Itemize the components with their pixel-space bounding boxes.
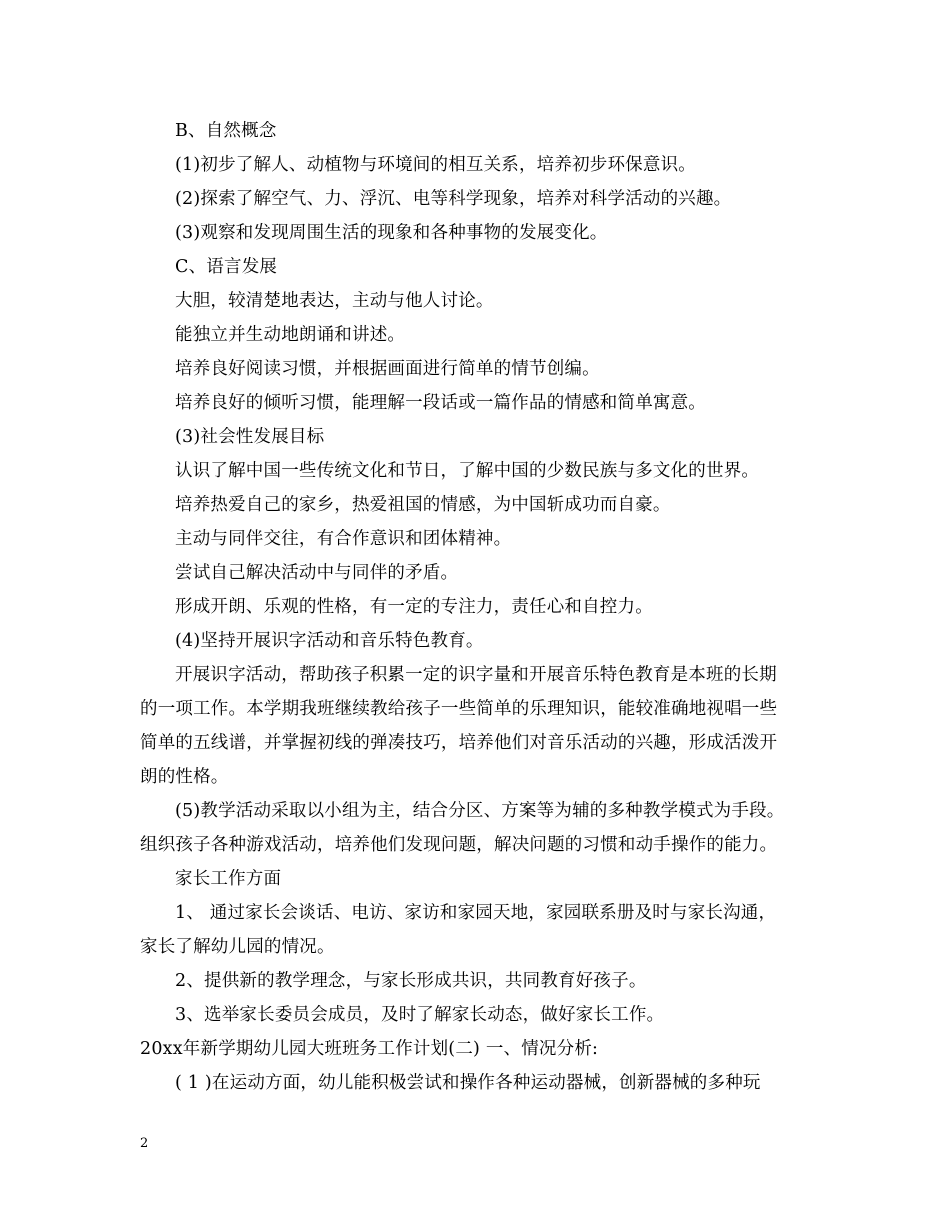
section-heading-parents: 家长工作方面 [175,869,282,889]
paragraph-line: 简单的五线谱，并掌握初线的弹凑技巧，培养他们对音乐活动的兴趣，形成活泼开 [140,733,778,753]
paragraph-line: ( 1 )在运动方面，幼儿能积极尝试和操作各种运动器械，创新器械的多种玩 [175,1073,761,1093]
paragraph-line: 组织孩子各种游戏活动，培养他们发现问题，解决问题的习惯和动手操作的能力。 [140,835,778,855]
paragraph-line: 能独立并生动地朗诵和讲述。 [175,325,406,345]
paragraph-line: 朗的性格。 [140,767,229,787]
paragraph-line: 认识了解中国一些传统文化和节日，了解中国的少数民族与多文化的世界。 [175,461,760,481]
paragraph-line: 家长了解幼儿园的情况。 [140,937,335,957]
paragraph-line: 3、选举家长委员会成员，及时了解家长动态，做好家长工作。 [175,1005,665,1025]
section-heading-literacy: (4)坚持开展识字活动和音乐特色教育。 [175,631,484,651]
paragraph-line: 形成开朗、乐观的性格，有一定的专注力，责任心和自控力。 [175,597,653,617]
paragraph-line: 尝试自己解决活动中与同伴的矛盾。 [175,563,459,583]
section-heading-social: (3)社会性发展目标 [175,427,325,447]
section-heading-language: C、语言发展 [175,257,278,277]
paragraph-line: 1、 通过家长会谈话、电访、家访和家园天地，家园联系册及时与家长沟通， [175,903,777,923]
page-number: 2 [140,1136,149,1151]
paragraph-line: (2)探索了解空气、力、浮沉、电等科学现象，培养对科学活动的兴趣。 [175,189,732,209]
paragraph-line: 培养热爱自己的家乡，热爱祖国的情感，为中国斩成功而自豪。 [175,495,671,515]
paragraph-line: 大胆，较清楚地表达，主动与他人讨论。 [175,291,494,311]
document-title-line: 20xx年新学期幼儿园大班班务工作计划(二) 一、情况分析: [140,1039,599,1059]
paragraph-line: 培养良好阅读习惯，并根据画面进行简单的情节创编。 [175,359,600,379]
paragraph-line: 培养良好的倾听习惯，能理解一段话或一篇作品的情感和简单寓意。 [175,393,706,413]
paragraph-line: 2、提供新的教学理念，与家长形成共识，共同教育好孩子。 [175,971,647,991]
paragraph-line: 开展识字活动，帮助孩子积累一定的识字量和开展音乐特色教育是本班的长期 [175,665,777,685]
paragraph-line: 的一项工作。本学期我班继续教给孩子一些简单的乐理知识，能较准确地视唱一些 [140,699,778,719]
section-heading-nature: B、自然概念 [175,121,277,141]
paragraph-line: (5)教学活动采取以小组为主，结合分区、方案等为辅的多种教学模式为手段。 [175,801,785,821]
paragraph-line: (3)观察和发现周围生活的现象和各种事物的发展变化。 [175,223,608,243]
paragraph-line: 主动与同伴交往，有合作意识和团体精神。 [175,529,512,549]
paragraph-line: (1)初步了解人、动植物与环境间的相互关系，培养初步环保意识。 [175,155,696,175]
